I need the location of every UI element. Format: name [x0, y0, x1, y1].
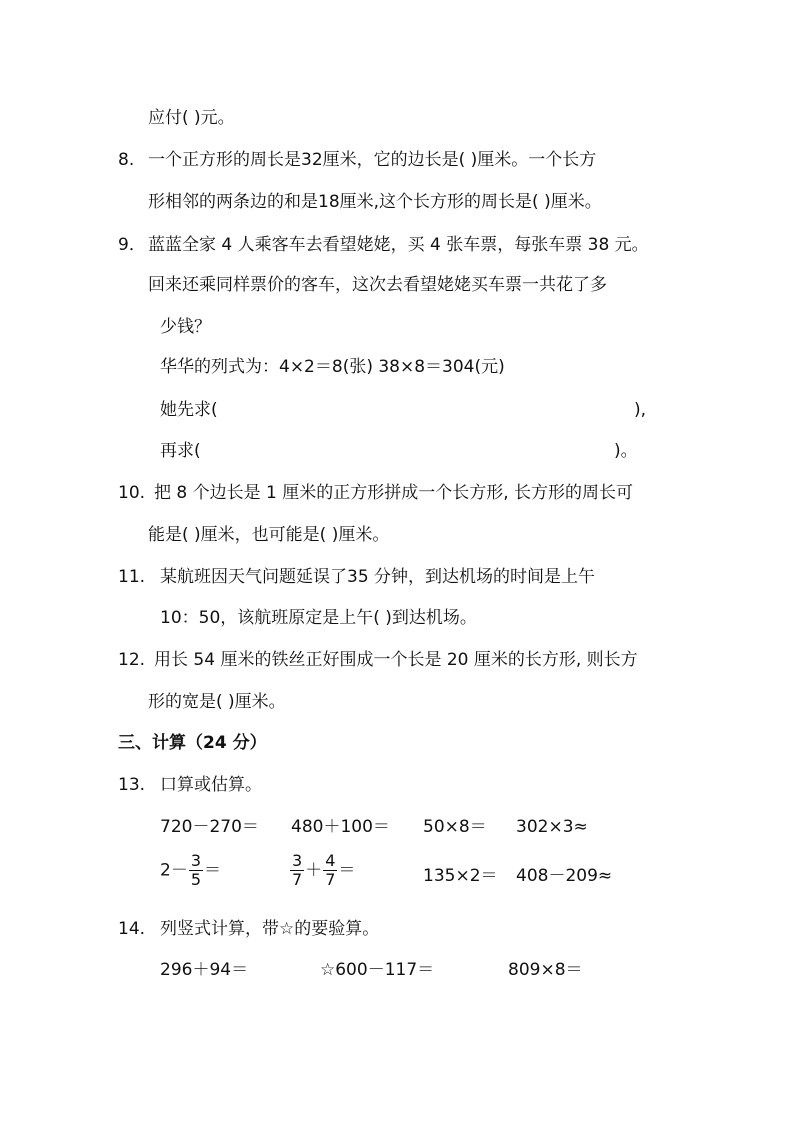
q9-line-4: 华华的列式为：4×2＝8(张) 38×8＝304(元): [160, 357, 505, 377]
fraction-numerator: 3: [292, 851, 303, 870]
section-3-heading: 三、计算（24 分）: [118, 733, 267, 753]
q13-item-1: 720－270＝: [160, 817, 259, 837]
q10-number: 10.: [118, 483, 146, 503]
q10-line-1: 把 8 个边长是 1 厘米的正方形拼成一个长方形, 长方形的周长可: [154, 483, 634, 503]
q13-item-3: 50×8＝: [423, 817, 487, 837]
q14-item-2: ☆600－117＝: [320, 960, 435, 980]
fraction-numerator: 4: [325, 851, 336, 870]
q13-item-5: [160, 852, 221, 889]
q14-item-3: 809×8＝: [508, 960, 583, 980]
fraction-denominator: 7: [325, 870, 336, 889]
q11-line-1: 某航班因天气问题延误了35 分钟，到达机场的时间是上午: [160, 567, 596, 587]
q13-item-6-suffix: ＝: [338, 860, 356, 881]
q13-item-4: 302×3≈: [516, 817, 588, 837]
q9-then-answer-open: 再求(: [160, 441, 201, 461]
q9-first-answer-close: ),: [634, 400, 647, 420]
q8-line-2: 形相邻的两条边的和是18厘米,这个长方形的周长是( )厘米。: [148, 192, 602, 212]
q14-number: 14.: [118, 919, 146, 939]
q9-then-answer-close: )。: [614, 441, 638, 461]
fraction-numerator: 3: [190, 851, 202, 870]
q9-first-answer-open: 她先求(: [160, 400, 218, 420]
q9-line-1: 蓝蓝全家 4 人乘客车去看望姥姥，买 4 张车票，每张车票 38 元。: [148, 235, 649, 255]
q9-number: 9．: [118, 235, 146, 255]
q11-number: 11.: [118, 567, 146, 587]
q7-line-end: 应付( )元。: [148, 108, 235, 128]
q14-item-1: 296＋94＝: [160, 960, 249, 980]
fraction-denominator: 5: [190, 870, 202, 889]
q13-item-2: 480＋100＝: [291, 817, 390, 837]
q9-line-2: 回来还乘同样票价的客车，这次去看望姥姥买车票一共花了多: [148, 275, 607, 295]
q13-number: 13.: [118, 775, 146, 795]
q13-title: 口算或估算。: [160, 775, 262, 795]
q11-line-2: 10：50，该航班原定是上午( )到达机场。: [160, 608, 477, 628]
q10-line-2: 能是( )厘米，也可能是( )厘米。: [148, 525, 390, 545]
q8-line-1: 一个正方形的周长是32厘米，它的边长是( )厘米。一个长方: [148, 150, 597, 170]
fraction-4-7: [323, 852, 337, 889]
plus-sign: ＋: [305, 860, 323, 881]
q8-number: 8.: [118, 150, 135, 170]
fraction-3-5: [189, 852, 203, 889]
q13-item-8: 408－209≈: [516, 866, 613, 886]
q13-item-5-suffix: ＝: [204, 860, 222, 881]
q13-item-6: [289, 852, 355, 889]
q14-title: 列竖式计算，带☆的要验算。: [160, 919, 380, 939]
q12-number: 12.: [118, 650, 146, 670]
q13-item-5-prefix: 2－: [160, 860, 188, 881]
fraction-3-7: [290, 852, 304, 889]
q9-line-3: 少钱？: [160, 317, 211, 337]
q12-line-1: 用长 54 厘米的铁丝正好围成一个长是 20 厘米的长方形, 则长方: [154, 650, 638, 670]
fraction-denominator: 7: [292, 870, 303, 889]
q13-item-7: 135×2＝: [423, 866, 498, 886]
q12-line-2: 形的宽是( )厘米。: [148, 692, 286, 712]
